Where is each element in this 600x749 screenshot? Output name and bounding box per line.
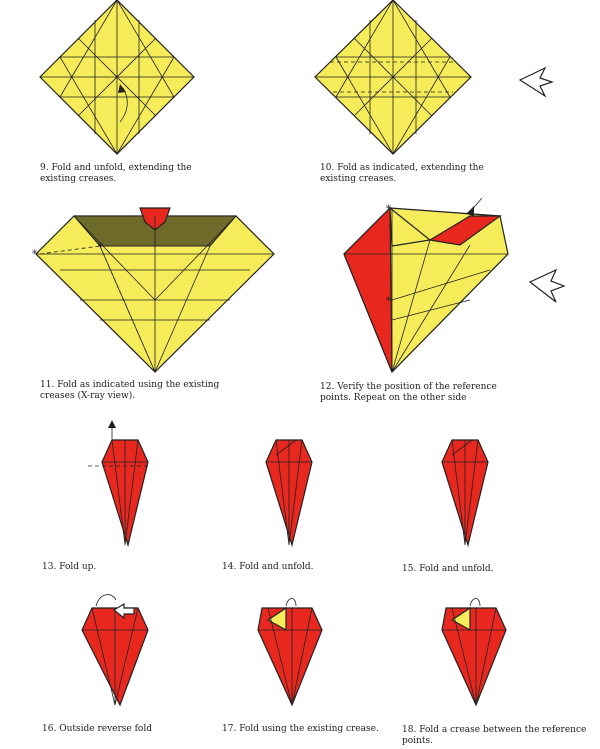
step-16-caption: 16. Outside reverse fold bbox=[42, 724, 152, 734]
svg-text:*: * bbox=[32, 249, 37, 260]
svg-text:*: * bbox=[386, 204, 391, 215]
step-15-caption: 15. Fold and unfold. bbox=[402, 564, 494, 574]
step-18-caption: 18. Fold a crease between the reference points. bbox=[402, 725, 587, 746]
step-17-caption: 17. Fold using the existing crease. bbox=[222, 724, 379, 734]
step-14-caption: 14. Fold and unfold. bbox=[222, 562, 314, 572]
step-11-caption: 11. Fold as indicated using the existing creases (X-ray view). bbox=[40, 380, 220, 401]
svg-text:*: * bbox=[386, 296, 391, 307]
step-10-caption: 10. Fold as indicated, extending the existing creases. bbox=[320, 163, 484, 184]
step-9-caption: 9. Fold and unfold, extending the existing creases. bbox=[40, 163, 192, 184]
step-12-caption: 12. Verify the position of the reference points. Repeat on the other side bbox=[320, 382, 497, 403]
svg-text:*: * bbox=[98, 242, 103, 253]
step-13-caption: 13. Fold up. bbox=[42, 562, 97, 572]
